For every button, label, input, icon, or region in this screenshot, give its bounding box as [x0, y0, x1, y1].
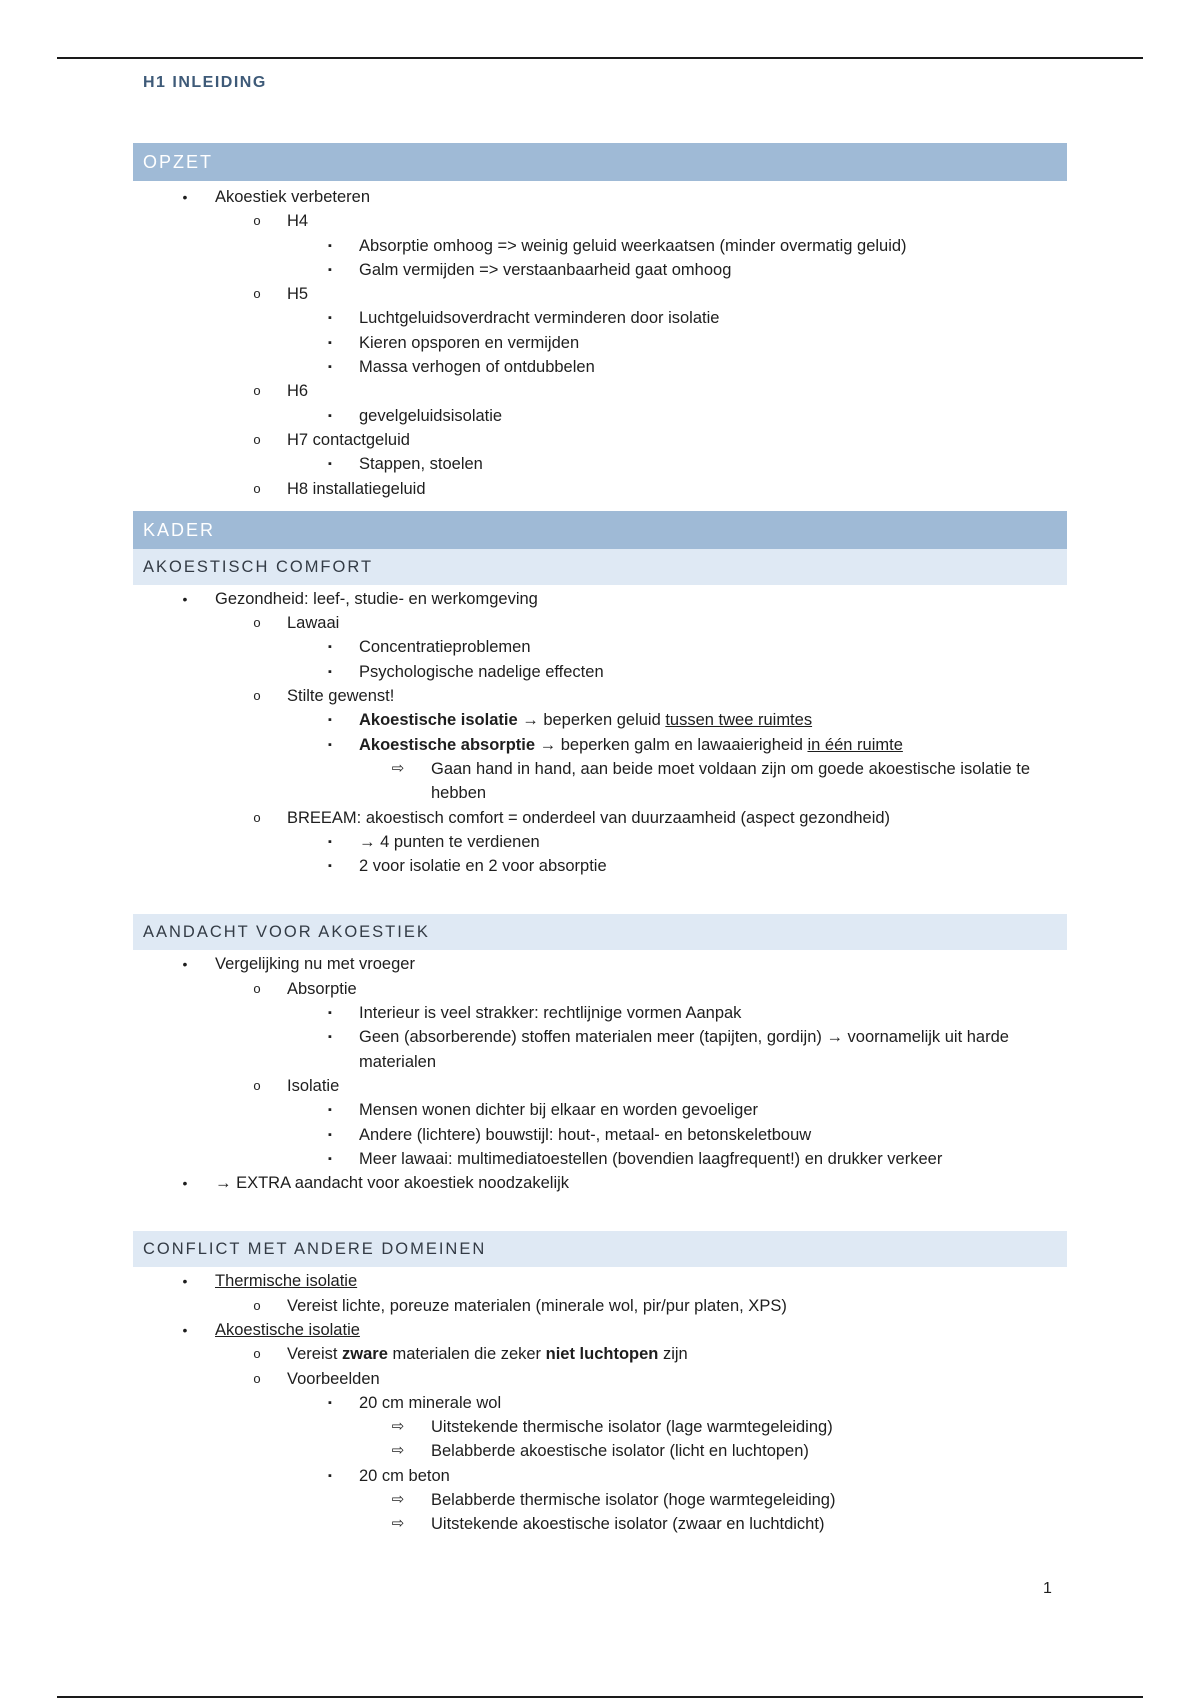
opzet-list [133, 185, 1067, 501]
list-item: • Akoestische isolatie o Vereist zware materialen die zeker niet luchtopen zijn o Voorbeelden ▪ 20 cm minerale wol ⇨ Uitstekende thermische isolator (lage warmtegeleiding) ⇨ Belabberde akoestische isolator (licht en luchtopen) ▪ 20 cm beton ⇨ Belabberde thermische isolator (hoge warmtegeleiding) ⇨ Uitstekende akoestische isolator (zwaar en luchtdicht) [133, 1318, 1067, 1537]
page-number: 1 [1043, 1580, 1052, 1597]
circle-bullet-icon: o [253, 213, 261, 229]
bottom-rule [57, 1696, 1143, 1698]
heading-kader: KADER [133, 511, 1067, 549]
bullet-icon: • [182, 189, 188, 205]
square-bullet-icon: ▪ [328, 1152, 332, 1165]
bullet-icon: • [182, 1273, 188, 1290]
circle-bullet-icon: o [253, 286, 261, 302]
square-bullet-icon: ▪ [328, 1007, 332, 1020]
heading-conflict-met-andere-domeinen: CONFLICT MET ANDERE DOMEINEN [133, 1231, 1067, 1267]
list-item: ▪ Geen (absorberende) stoffen materialen meer (tapijten, gordijn) → voornamelijk uit harde materialen [287, 1025, 1059, 1074]
list-item: o Absorptie ▪ Interieur is veel strakker: rechtlijnige vormen Aanpak ▪ Geen (absorberende) stoffen materialen meer (tapijten, gordijn) → voornamelijk uit harde materialen [215, 977, 1067, 1074]
list-item: o H5 ▪ Luchtgeluidsoverdracht verminderen door isolatie ▪ Kieren opsporen en vermijden ▪ Massa verhogen of ontdubbelen [215, 282, 1067, 379]
arrow-bullet-icon: ⇨ [391, 1491, 405, 1509]
list-item: ▪ Massa verhogen of ontdubbelen [287, 355, 1067, 379]
square-bullet-icon: ▪ [328, 409, 332, 422]
list-item: ▪ 2 voor isolatie en 2 voor absorptie [287, 854, 1067, 878]
square-bullet-icon: ▪ [328, 458, 332, 471]
list-item: • Vergelijking nu met vroeger o Absorptie ▪ Interieur is veel strakker: rechtlijnige vormen Aanpak ▪ Geen (absorberende) stoffen materialen meer (tapijten, gordijn) → voornamelijk uit harde materialen o Isolatie ▪ Mensen wonen dichter bij elkaar en worden gevoeliger ▪ Andere (lichtere) bouwstijl: hout-, metaal- en betonskeletbouw ▪ Meer lawaai: multimediatoestellen (bovendien laagfrequent!) en drukker verkeer [133, 952, 1067, 1171]
bullet-icon: • [182, 956, 188, 973]
arrow-bullet-icon: ⇨ [391, 1418, 405, 1436]
list-item: ▪ gevelgeluidsisolatie [287, 404, 1067, 428]
square-bullet-icon: ▪ [328, 1128, 332, 1141]
square-bullet-icon: ▪ [328, 641, 332, 654]
list-item: ▪ Mensen wonen dichter bij elkaar en worden gevoeliger [287, 1098, 1067, 1122]
list-item: ▪ Andere (lichtere) bouwstijl: hout-, metaal- en betonskeletbouw [287, 1123, 1067, 1147]
heading-akoestisch-comfort: AKOESTISCH COMFORT [133, 549, 1067, 585]
list-item: o H7 contactgeluid ▪ Stappen, stoelen [215, 428, 1067, 477]
square-bullet-icon: ▪ [328, 312, 332, 325]
list-item: o H4 ▪ Absorptie omhoog => weinig geluid weerkaatsen (minder overmatig geluid) ▪ Galm vermijden => verstaanbaarheid gaat omhoog [215, 209, 1067, 282]
circle-bullet-icon: o [253, 1346, 261, 1362]
list-item: ▪ Luchtgeluidsoverdracht verminderen door isolatie [287, 306, 1067, 330]
circle-bullet-icon: o [253, 809, 261, 825]
square-bullet-icon: ▪ [328, 361, 332, 374]
square-bullet-icon: ▪ [328, 835, 332, 848]
list-item: ⇨ Uitstekende akoestische isolator (zwaar en luchtdicht) [359, 1512, 1067, 1536]
square-bullet-icon: ▪ [328, 860, 332, 873]
list-item: ⇨ Uitstekende thermische isolator (lage warmtegeleiding) [359, 1415, 1067, 1439]
square-bullet-icon: ▪ [328, 714, 332, 727]
circle-bullet-icon: o [253, 688, 261, 704]
bullet-icon: • [182, 1321, 188, 1338]
list-item: o Lawaai ▪ Concentratieproblemen ▪ Psychologische nadelige effecten [215, 611, 1067, 684]
list-item: • Gezondheid: leef-, studie- en werkomgeving o Lawaai ▪ Concentratieproblemen ▪ Psychologische nadelige effecten o Stilte gewenst! ▪ Akoestische isolatie → beperken geluid tussen twee ruimtes ▪ Akoestische absorptie → beperken galm en lawaaierigheid in één ruimte ⇨ Gaan hand in hand, aan beide moet voldaan zijn om goede akoestische isolatie te hebben o BREEAM: akoestisch comfort = onderdeel van duurzaamheid (aspect gezondheid) ▪ → 4 punten te verdienen ▪ 2 voor isolatie en 2 voor absorptie [133, 587, 1067, 879]
list-item: o Vereist zware materialen die zeker niet luchtopen zijn [215, 1342, 1067, 1366]
square-bullet-icon: ▪ [328, 263, 332, 276]
square-bullet-icon: ▪ [328, 1396, 332, 1409]
document-title: H1 INLEIDING [143, 74, 267, 91]
bullet-icon: • [182, 590, 188, 607]
list-item: ▪ → 4 punten te verdienen [287, 830, 1067, 854]
list-item: • Akoestiek verbeteren o H4 ▪ Absorptie omhoog => weinig geluid weerkaatsen (minder overmatig geluid) ▪ Galm vermijden => verstaanbaarheid gaat omhoog o H5 ▪ Luchtgeluidsoverdracht verminderen door isolatie ▪ Kieren opsporen en vermijden ▪ Massa verhogen of ontdubbelen o H6 ▪ gevelgeluidsisolatie o H7 contactgeluid ▪ Stappen, stoelen o H8 installatiegeluid [133, 185, 1067, 501]
bullet-icon: • [182, 1175, 188, 1192]
list-item: ▪ Absorptie omhoog => weinig geluid weerkaatsen (minder overmatig geluid) [287, 234, 1067, 258]
square-bullet-icon: ▪ [328, 665, 332, 678]
square-bullet-icon: ▪ [328, 1469, 332, 1482]
list-item: o BREEAM: akoestisch comfort = onderdeel van duurzaamheid (aspect gezondheid) ▪ → 4 punten te verdienen ▪ 2 voor isolatie en 2 voor absorptie [215, 806, 1067, 879]
list-item: o Vereist lichte, poreuze materialen (minerale wol, pir/pur platen, XPS) [215, 1294, 1067, 1318]
list-item: o Voorbeelden ▪ 20 cm minerale wol ⇨ Uitstekende thermische isolator (lage warmtegeleiding) ⇨ Belabberde akoestische isolator (licht en luchtopen) ▪ 20 cm beton ⇨ Belabberde thermische isolator (hoge warmtegeleiding) ⇨ Uitstekende akoestische isolator (zwaar en luchtdicht) [215, 1367, 1067, 1537]
list-item: ▪ Concentratieproblemen [287, 635, 1067, 659]
square-bullet-icon: ▪ [328, 239, 332, 252]
circle-bullet-icon: o [253, 1370, 261, 1386]
arrow-bullet-icon: ⇨ [391, 1515, 405, 1533]
square-bullet-icon: ▪ [328, 738, 332, 751]
list-item: ▪ Galm vermijden => verstaanbaarheid gaat omhoog [287, 258, 1067, 282]
heading-aandacht-voor-akoestiek: AANDACHT VOOR AKOESTIEK [133, 914, 1067, 950]
square-bullet-icon: ▪ [328, 1031, 332, 1044]
circle-bullet-icon: o [253, 615, 261, 631]
list-item: ▪ Psychologische nadelige effecten [287, 660, 1067, 684]
list-item: ▪ Interieur is veel strakker: rechtlijnige vormen Aanpak [287, 1001, 1067, 1025]
list-item: o H6 ▪ gevelgeluidsisolatie [215, 379, 1067, 428]
list-item: ▪ Meer lawaai: multimediatoestellen (bovendien laagfrequent!) en drukker verkeer [287, 1147, 1067, 1171]
list-item: o Isolatie ▪ Mensen wonen dichter bij elkaar en worden gevoeliger ▪ Andere (lichtere) bouwstijl: hout-, metaal- en betonskeletbouw ▪ Meer lawaai: multimediatoestellen (bovendien laagfrequent!) en drukker verkeer [215, 1074, 1067, 1171]
list-item: o Stilte gewenst! ▪ Akoestische isolatie → beperken geluid tussen twee ruimtes ▪ Akoestische absorptie → beperken galm en lawaaierigheid in één ruimte ⇨ Gaan hand in hand, aan beide moet voldaan zijn om goede akoestische isolatie te hebben [215, 684, 1067, 805]
list-item: • → EXTRA aandacht voor akoestiek noodzakelijk [133, 1171, 1067, 1195]
circle-bullet-icon: o [253, 980, 261, 996]
list-item: ⇨ Gaan hand in hand, aan beide moet voldaan zijn om goede akoestische isolatie te hebben [359, 757, 1071, 806]
heading-opzet: OPZET [133, 143, 1067, 181]
circle-bullet-icon: o [253, 480, 261, 496]
circle-bullet-icon: o [253, 431, 261, 447]
list-item: ▪ Akoestische isolatie → beperken geluid tussen twee ruimtes [287, 708, 1067, 732]
square-bullet-icon: ▪ [328, 336, 332, 349]
list-item: ▪ 20 cm minerale wol ⇨ Uitstekende thermische isolator (lage warmtegeleiding) ⇨ Belabberde akoestische isolator (licht en luchtopen) [287, 1391, 1067, 1464]
square-bullet-icon: ▪ [328, 1104, 332, 1117]
circle-bullet-icon: o [253, 383, 261, 399]
conflict-list [133, 1269, 1067, 1536]
list-item: ⇨ Belabberde akoestische isolator (licht en luchtopen) [359, 1439, 1067, 1463]
top-rule [57, 57, 1143, 59]
arrow-bullet-icon: ⇨ [391, 759, 405, 777]
list-item: ▪ 20 cm beton ⇨ Belabberde thermische isolator (hoge warmtegeleiding) ⇨ Uitstekende akoestische isolator (zwaar en luchtdicht) [287, 1464, 1067, 1537]
aandacht-list [133, 952, 1067, 1195]
comfort-list [133, 587, 1067, 879]
list-item: ▪ Kieren opsporen en vermijden [287, 331, 1067, 355]
list-item: o H8 installatiegeluid [215, 477, 1067, 501]
list-item: ▪ Stappen, stoelen [287, 452, 1067, 476]
circle-bullet-icon: o [253, 1297, 261, 1313]
list-item: ⇨ Belabberde thermische isolator (hoge warmtegeleiding) [359, 1488, 1067, 1512]
circle-bullet-icon: o [253, 1077, 261, 1093]
list-item: ▪ Akoestische absorptie → beperken galm en lawaaierigheid in één ruimte ⇨ Gaan hand in hand, aan beide moet voldaan zijn om goede akoestische isolatie te hebben [287, 733, 1067, 806]
arrow-bullet-icon: ⇨ [391, 1442, 405, 1460]
list-item: • Thermische isolatie o Vereist lichte, poreuze materialen (minerale wol, pir/pur platen, XPS) [133, 1269, 1067, 1318]
document-body [133, 143, 1067, 1537]
